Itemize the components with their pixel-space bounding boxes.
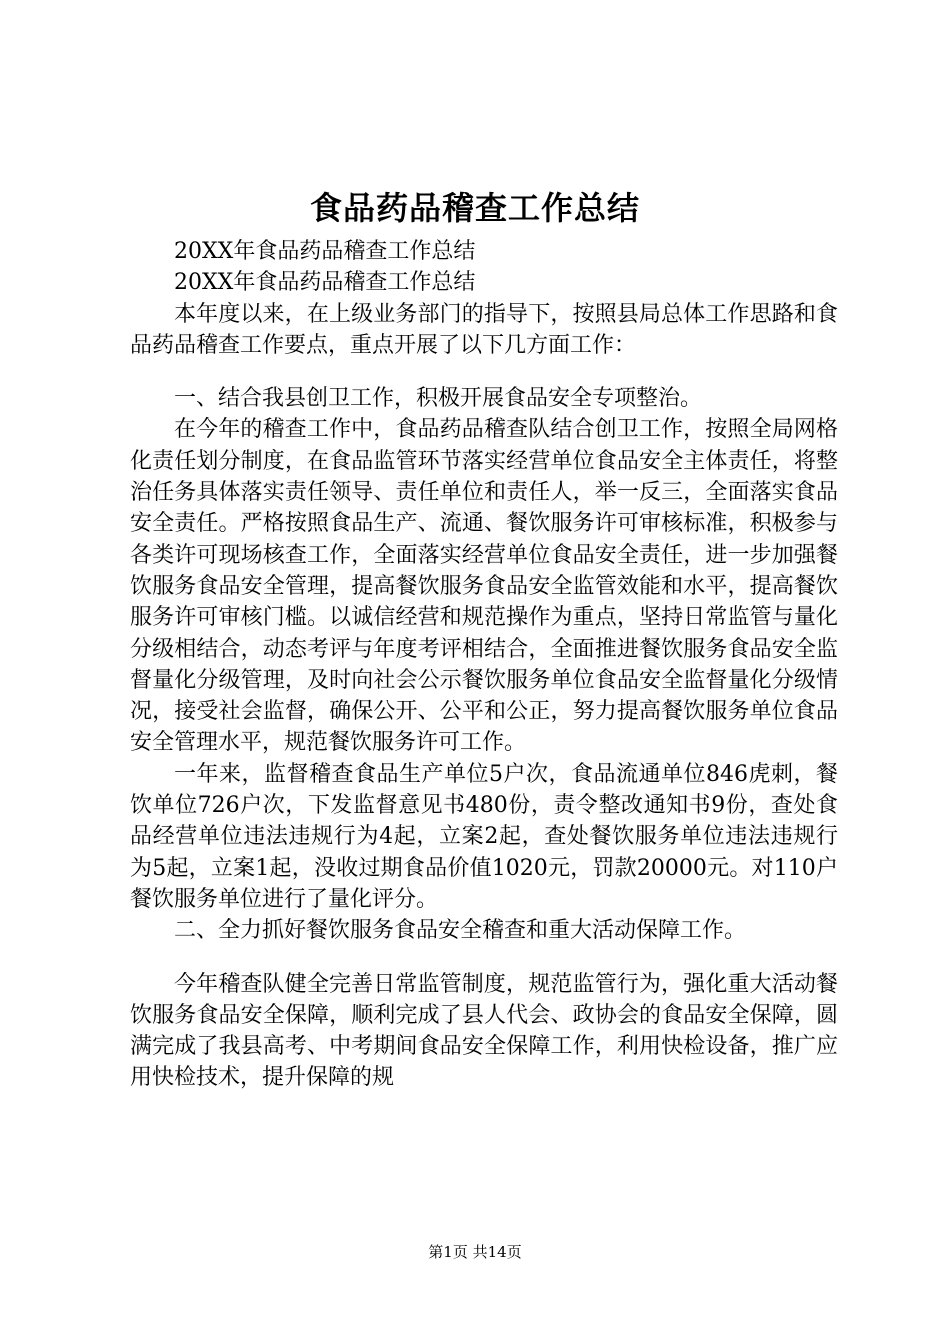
subtitle-line: 20XX年食品药品稽查工作总结 bbox=[174, 270, 476, 296]
body-paragraph: 一年来，监督稽查食品生产单位5户次，食品流通单位846虎刺，餐饮单位726户次，下发监督意见书480份，责令整改通知书9份，查处食品经营单位违法违规行为4起，立案2起，查处餐饮服务单位违法违规行为5起，立案1起，没收过期食品价值1020元，罚款20000元。对110户餐饮服务单位进行了量化评分。 bbox=[130, 761, 838, 912]
section-heading: 一、结合我县创卫工作，积极开展食品安全专项整治。 bbox=[174, 386, 703, 412]
page-footer: 第1页 共14页 bbox=[428, 1243, 522, 1261]
section-heading: 二、全力抓好餐饮服务食品安全稽查和重大活动保障工作。 bbox=[174, 918, 747, 944]
intro-paragraph: 本年度以来，在上级业务部门的指导下，按照县局总体工作思路和食品药品稽查工作要点，重点开展了以下几方面工作： bbox=[130, 301, 838, 358]
document-title: 食品药品稽查工作总结 bbox=[309, 189, 640, 227]
body-paragraph: 今年稽查队健全完善日常监管制度，规范监管行为，强化重大活动餐饮服务食品安全保障，顺利完成了县人代会、政协会的食品安全保障，圆满完成了我县高考、中考期间食品安全保障工作，利用快检设备，推广应用快检技术，提升保障的规 bbox=[130, 971, 838, 1091]
subtitle-line: 20XX年食品药品稽查工作总结 bbox=[174, 239, 476, 264]
body-paragraph: 在今年的稽查工作中，食品药品稽查队结合创卫工作，按照全局网格化责任划分制度，在食品监管环节落实经营单位食品安全主体责任，将整治任务具体落实责任领导、责任单位和责任人，举一反三，全面落实食品安全责任。严格按照食品生产、流通、餐饮服务许可审核标准，积极参与各类许可现场核查工作，全面落实经营单位食品安全责任，进一步加强餐饮服务食品安全管理，提高餐饮服务食品安全监管效能和水平，提高餐饮服务许可审核门槛。以诚信经营和规范操作为重点，坚持日常监管与量化分级相结合，动态考评与年度考评相结合，全面推进餐饮服务食品安全监督量化分级管理，及时向社会公示餐饮服务单位食品安全监督量化分级情况，接受社会监督，确保公开、公平和公正，努力提高餐饮服务单位食品安全管理水平，规范餐饮服务许可工作。 bbox=[130, 417, 838, 756]
document-body bbox=[130, 236, 838, 1094]
